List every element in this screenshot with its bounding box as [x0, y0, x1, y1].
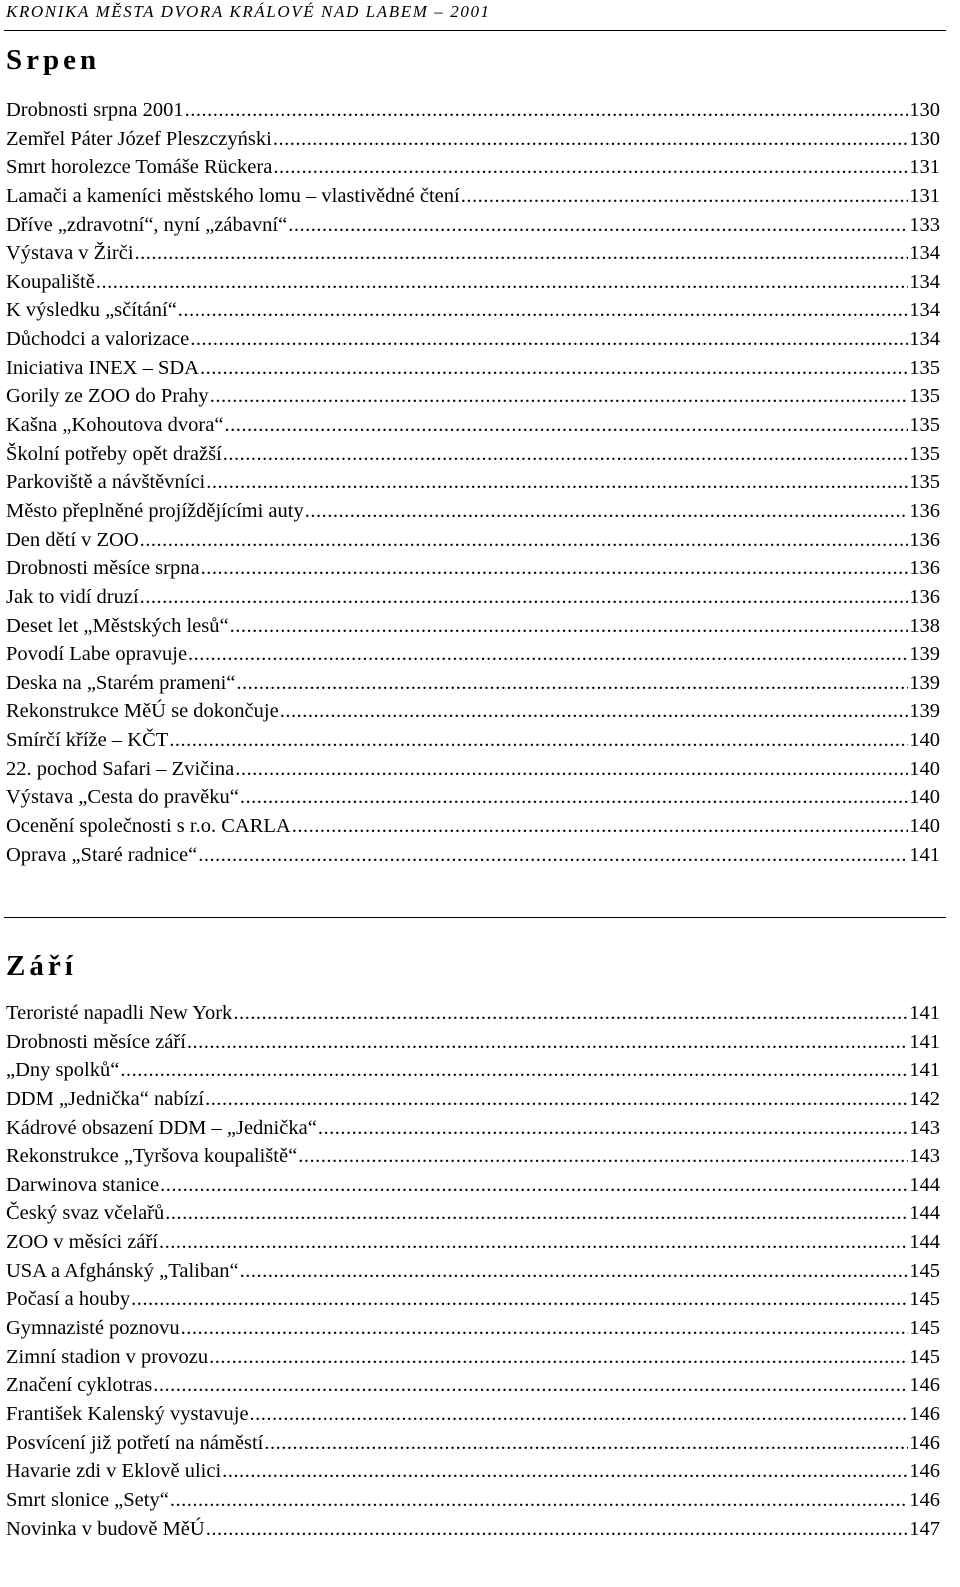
- toc-entry[interactable]: [6, 1285, 940, 1314]
- dot-leader: [169, 726, 908, 755]
- toc-entry-page: 135: [909, 414, 940, 437]
- toc-entry-page: 134: [909, 328, 940, 351]
- toc-entry-title: Gymnazisté poznovu: [6, 1317, 180, 1340]
- toc-entry-page: 138: [909, 614, 940, 637]
- toc-entry[interactable]: [6, 1343, 940, 1372]
- toc-entry-title: Kádrové obsazení DDM – „Jednička“: [6, 1116, 317, 1139]
- toc-entry-page: 139: [909, 643, 940, 666]
- dot-leader: [160, 1171, 908, 1200]
- toc-entry-title: Posvícení již potřetí na náměstí: [6, 1431, 264, 1454]
- toc-entry[interactable]: [6, 1085, 940, 1114]
- toc-entry-page: 140: [909, 729, 940, 752]
- toc-entry[interactable]: [6, 239, 940, 268]
- toc-entry-title: Den dětí v ZOO: [6, 528, 139, 551]
- dot-leader: [198, 841, 908, 870]
- toc-entry-page: 136: [909, 557, 940, 580]
- dot-leader: [280, 697, 909, 726]
- toc-entry[interactable]: [6, 583, 940, 612]
- toc-entry[interactable]: [6, 612, 940, 641]
- dot-leader: [96, 268, 908, 297]
- toc-entry-title: Výstava „Cesta do pravěku“: [6, 786, 239, 809]
- toc-entry-page: 141: [909, 843, 940, 866]
- dot-leader: [187, 1028, 908, 1057]
- toc-entry[interactable]: [6, 1371, 940, 1400]
- toc-entry-page: 145: [909, 1259, 940, 1282]
- dot-leader: [292, 812, 909, 841]
- toc-entry-title: ZOO v měsíci září: [6, 1231, 158, 1254]
- toc-entry-title: Ocenění společnosti s r.o. CARLA: [6, 815, 291, 838]
- dot-leader: [185, 96, 909, 125]
- toc-entry[interactable]: [6, 468, 940, 497]
- toc-entry-title: Havarie zdi v Eklově ulici: [6, 1460, 222, 1483]
- dot-leader: [233, 999, 908, 1028]
- toc-entry-title: Novinka v budově MěÚ: [6, 1517, 205, 1540]
- toc-entry-page: 141: [909, 1059, 940, 1082]
- dot-leader: [318, 1114, 908, 1143]
- toc-entry-title: Deska na „Starém prameni“: [6, 671, 236, 694]
- dot-leader: [159, 1228, 908, 1257]
- toc-entry-page: 143: [909, 1116, 940, 1139]
- dot-leader: [273, 125, 908, 154]
- toc-entry-title: Iniciativa INEX – SDA: [6, 356, 199, 379]
- toc-entry[interactable]: [6, 325, 940, 354]
- toc-entry-page: 136: [909, 528, 940, 551]
- toc-entry-page: 130: [909, 127, 940, 150]
- toc-entry-title: Dříve „zdravotní“, nyní „zábavní“: [6, 213, 288, 236]
- toc-entry[interactable]: [6, 1257, 940, 1286]
- toc-entry-page: 131: [909, 184, 940, 207]
- toc-entry[interactable]: [6, 726, 940, 755]
- dot-leader: [305, 497, 909, 526]
- toc-entry-title: Oprava „Staré radnice“: [6, 843, 198, 866]
- toc-list-srpen: [6, 96, 940, 869]
- toc-entry-title: František Kalenský vystavuje: [6, 1402, 249, 1425]
- toc-entry-title: DDM „Jednička“ nabízí: [6, 1087, 205, 1110]
- toc-entry-title: Drobnosti měsíce září: [6, 1030, 186, 1053]
- dot-leader: [223, 440, 908, 469]
- section-title-zari: Září: [6, 950, 77, 982]
- toc-entry-title: Koupaliště: [6, 270, 95, 293]
- toc-entry-page: 135: [909, 471, 940, 494]
- toc-entry-page: 145: [909, 1345, 940, 1368]
- toc-entry-title: Drobnosti srpna 2001: [6, 99, 184, 121]
- toc-entry-page: 139: [909, 671, 940, 694]
- toc-entry-title: Povodí Labe opravuje: [6, 643, 188, 666]
- toc-entry-page: 140: [909, 786, 940, 809]
- dot-leader: [264, 1429, 908, 1458]
- dot-leader: [461, 182, 909, 211]
- toc-entry-page: 146: [909, 1488, 940, 1511]
- toc-entry[interactable]: [6, 669, 940, 698]
- toc-entry-title: Zemřel Páter Józef Pleszczyński: [6, 127, 272, 150]
- dot-leader: [230, 612, 909, 641]
- toc-entry-title: Školní potřeby opět dražší: [6, 442, 222, 465]
- toc-entry-page: 135: [909, 442, 940, 465]
- toc-entry[interactable]: [6, 755, 940, 784]
- dot-leader: [190, 325, 908, 354]
- toc-entry[interactable]: [6, 1400, 940, 1429]
- toc-entry-page: 133: [909, 213, 940, 236]
- dot-leader: [288, 211, 908, 240]
- toc-entry-title: Smírčí kříže – KČT: [6, 729, 169, 752]
- dot-leader: [298, 1142, 908, 1171]
- toc-entry-title: Smrt horolezce Tomáše Rückera: [6, 156, 273, 179]
- toc-entry[interactable]: [6, 841, 940, 870]
- toc-entry-page: 140: [909, 757, 940, 780]
- toc-entry[interactable]: [6, 812, 940, 841]
- section-title-srpen: Srpen: [6, 44, 101, 76]
- toc-entry-title: Výstava v Žirči: [6, 242, 134, 265]
- dot-leader: [201, 554, 909, 583]
- toc-entry-title: Drobnosti měsíce srpna: [6, 557, 200, 580]
- dot-leader: [224, 411, 908, 440]
- toc-entry-title: „Dny spolků“: [6, 1059, 120, 1082]
- dot-leader: [250, 1400, 909, 1429]
- toc-entry-page: 146: [909, 1374, 940, 1397]
- toc-entry-title: Gorily ze ZOO do Prahy: [6, 385, 209, 408]
- toc-entry-title: Kašna „Kohoutova dvora“: [6, 414, 224, 437]
- dot-leader: [178, 296, 908, 325]
- dot-leader: [165, 1199, 908, 1228]
- toc-entry[interactable]: [6, 268, 940, 297]
- toc-entry-page: 136: [909, 585, 940, 608]
- dot-leader: [273, 153, 908, 182]
- toc-entry-page: 131: [909, 156, 940, 179]
- toc-entry[interactable]: [6, 783, 940, 812]
- dot-leader: [240, 1257, 909, 1286]
- toc-entry-page: 147: [909, 1517, 940, 1540]
- toc-entry-page: 141: [909, 1030, 940, 1053]
- dot-leader: [206, 468, 908, 497]
- toc-entry-page: 135: [909, 356, 940, 379]
- dot-leader: [206, 1515, 909, 1544]
- toc-entry-page: 145: [909, 1288, 940, 1311]
- toc-entry[interactable]: [6, 1028, 940, 1057]
- toc-entry-title: Deset let „Městských lesů“: [6, 614, 229, 637]
- dot-leader: [140, 526, 909, 555]
- toc-entry-page: 136: [909, 499, 940, 522]
- dot-leader: [209, 1343, 908, 1372]
- dot-leader: [200, 354, 908, 383]
- toc-entry-page: 144: [909, 1202, 940, 1225]
- toc-entry[interactable]: [6, 96, 940, 125]
- toc-entry-page: 146: [909, 1431, 940, 1454]
- toc-entry-title: Teroristé napadli New York: [6, 1002, 233, 1024]
- toc-entry[interactable]: [6, 497, 940, 526]
- dot-leader: [222, 1457, 908, 1486]
- toc-entry[interactable]: [6, 1199, 940, 1228]
- toc-entry[interactable]: [6, 1486, 940, 1515]
- toc-entry[interactable]: [6, 125, 940, 154]
- toc-entry[interactable]: [6, 153, 940, 182]
- toc-entry[interactable]: [6, 411, 940, 440]
- toc-entry[interactable]: [6, 526, 940, 555]
- toc-entry[interactable]: [6, 1142, 940, 1171]
- toc-entry-title: Parkoviště a návštěvníci: [6, 471, 206, 494]
- toc-entry-page: 146: [909, 1460, 940, 1483]
- toc-entry[interactable]: [6, 1314, 940, 1343]
- dot-leader: [140, 583, 909, 612]
- toc-entry[interactable]: [6, 211, 940, 240]
- dot-leader: [235, 755, 908, 784]
- toc-entry[interactable]: [6, 1056, 940, 1085]
- toc-entry[interactable]: [6, 1114, 940, 1143]
- toc-entry[interactable]: [6, 554, 940, 583]
- toc-entry[interactable]: [6, 1171, 940, 1200]
- toc-entry-page: 134: [909, 270, 940, 293]
- toc-entry-page: 139: [909, 700, 940, 723]
- toc-entry[interactable]: [6, 296, 940, 325]
- toc-entry-title: Zimní stadion v provozu: [6, 1345, 209, 1368]
- toc-entry-page: 143: [909, 1145, 940, 1168]
- toc-entry-title: Český svaz včelařů: [6, 1202, 165, 1225]
- toc-entry[interactable]: [6, 382, 940, 411]
- header-rule: [4, 30, 946, 31]
- toc-entry-title: Rekonstrukce MěÚ se dokončuje: [6, 700, 279, 723]
- toc-entry-title: Značení cyklotras: [6, 1374, 153, 1397]
- toc-entry-page: 134: [909, 299, 940, 322]
- toc-entry-page: 145: [909, 1317, 940, 1340]
- toc-entry[interactable]: [6, 640, 940, 669]
- toc-entry[interactable]: [6, 354, 940, 383]
- dot-leader: [205, 1085, 908, 1114]
- toc-entry[interactable]: [6, 440, 940, 469]
- toc-entry[interactable]: [6, 999, 940, 1028]
- section-divider: [4, 917, 946, 918]
- toc-entry-page: 130: [909, 99, 940, 121]
- dot-leader: [236, 669, 908, 698]
- toc-entry-page: 146: [909, 1402, 940, 1425]
- dot-leader: [131, 1285, 908, 1314]
- toc-entry-page: 140: [909, 815, 940, 838]
- dot-leader: [120, 1056, 908, 1085]
- running-header: KRONIKA MĚSTA DVORA KRÁLOVÉ NAD LABEM – 2001: [6, 2, 491, 21]
- toc-entry-title: Darwinova stanice: [6, 1173, 160, 1196]
- toc-entry-page: 141: [909, 1002, 940, 1024]
- toc-entry-title: Rekonstrukce „Tyršova koupaliště“: [6, 1145, 298, 1168]
- toc-entry-title: Jak to vidí druzí: [6, 585, 139, 608]
- dot-leader: [181, 1314, 909, 1343]
- toc-entry[interactable]: [6, 1457, 940, 1486]
- dot-leader: [170, 1486, 908, 1515]
- toc-entry-title: Město přeplněné projíždějícími auty: [6, 499, 304, 522]
- toc-entry-page: 144: [909, 1173, 940, 1196]
- toc-entry-page: 134: [909, 242, 940, 265]
- toc-entry-page: 144: [909, 1231, 940, 1254]
- toc-list-zari: [6, 999, 940, 1543]
- toc-entry-title: K výsledku „sčítání“: [6, 299, 177, 322]
- toc-entry-title: Důchodci a valorizace: [6, 328, 190, 351]
- dot-leader: [210, 382, 909, 411]
- toc-entry[interactable]: [6, 1228, 940, 1257]
- toc-entry[interactable]: [6, 1515, 940, 1544]
- toc-entry[interactable]: [6, 1429, 940, 1458]
- toc-entry-title: Lamači a kameníci městského lomu – vlastivědné čtení: [6, 184, 460, 207]
- toc-entry-page: 135: [909, 385, 940, 408]
- toc-entry-page: 142: [909, 1087, 940, 1110]
- dot-leader: [240, 783, 908, 812]
- toc-entry-title: Smrt slonice „Sety“: [6, 1488, 169, 1511]
- toc-entry-title: 22. pochod Safari – Zvičina: [6, 757, 235, 780]
- dot-leader: [188, 640, 908, 669]
- toc-entry[interactable]: [6, 182, 940, 211]
- dot-leader: [135, 239, 909, 268]
- toc-entry-title: USA a Afghánský „Taliban“: [6, 1259, 239, 1282]
- toc-entry-title: Počasí a houby: [6, 1288, 131, 1311]
- dot-leader: [153, 1371, 908, 1400]
- toc-entry[interactable]: [6, 697, 940, 726]
